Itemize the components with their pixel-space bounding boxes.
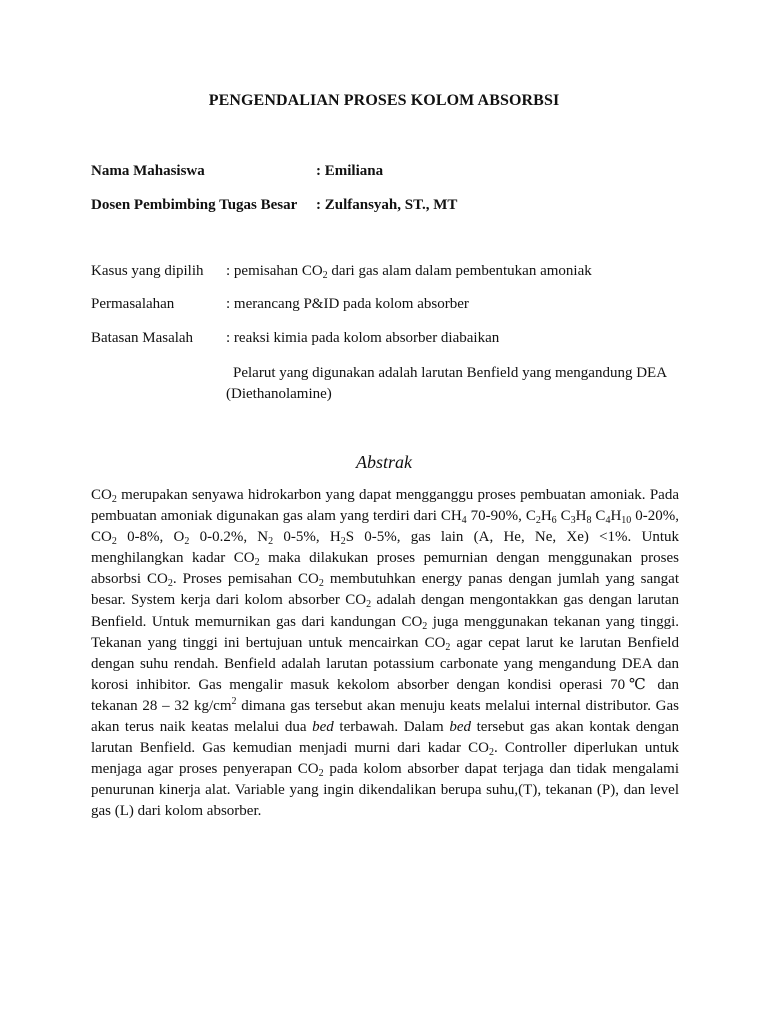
supervisor-value: : Zulfansyah, ST., MT [316, 197, 458, 213]
student-name-value: : Emiliana [316, 163, 384, 179]
abstract-line: $CO_2$ merupakan senyawa hidrokarbon yang dapat mengganggu proses pembuatan amoniak. Pada [91, 487, 679, 505]
case-row [91, 263, 592, 280]
limitation-value: : reaksi kimia pada kolom absorber diabaikan [226, 330, 500, 346]
solvent-note [226, 363, 678, 405]
abstract-line: Benfield. Untuk memurnikan gas dari kandungan $CO_2$ juga menggunakan tekanan yang tinggi. [91, 613, 679, 632]
abstract-line: larutan Benfield. Gas kemudian menjadi murni dari kadar $CO_2$. Controller diperlukan untuk [91, 740, 680, 759]
abstract-line: Tekanan yang tinggi ini bertujuan untuk mencairkan $CO_2$ agar cepat larut ke larutan Benfield [91, 634, 679, 653]
student-name-label: Nama Mahasiswa [91, 163, 205, 179]
supervisor-row [91, 197, 457, 214]
problem-row [91, 296, 469, 313]
limitation-label: Batasan Masalah [91, 330, 194, 346]
abstract-line: menghilangkan kadar $CO_2$ maka dilakukan proses pemurnian dengan menggunakan proses [91, 550, 680, 569]
document-title: PENGENDALIAN PROSES KOLOM ABSORBSI [208, 92, 560, 109]
abstract-line: menjaga agar proses penyerapan $CO_2$ pada kolom absorber dapat terjaga dan tidak mengalami [91, 761, 679, 780]
solvent-note-line-2: (Diethanolamine) [226, 386, 332, 402]
case-label: Kasus yang dipilih [91, 263, 204, 279]
abstract-line: korosi inhibitor. Gas mengalir masuk kekolom absorber dengan kondisi operasi 70℃ dan [91, 676, 679, 693]
student-name-row [91, 163, 383, 180]
abstract-line: akan terus naik keatas melalui dua bed terbawah. Dalam bed tersebut gas akan kontak dengan [91, 719, 680, 736]
abstract-line: besar. System kerja dari kolom absorber $CO_2$ adalah dengan mengontakkan gas dengan larutan [91, 592, 679, 611]
abstract-body [91, 485, 679, 823]
supervisor-label: Dosen Pembimbing Tugas Besar [91, 197, 298, 213]
case-value: : pemisahan $CO_2$ dari gas alam dalam pembentukan amoniak [226, 263, 592, 281]
abstract-line: gas (L) dari kolom absorber. [91, 803, 262, 820]
abstract-line: penurunan kinerja alat. Variable yang ingin dikendalikan berupa suhu,(T), tekanan (P), dan level [91, 782, 679, 799]
problem-label: Permasalahan [91, 296, 175, 312]
abstract-line: absorbsi $CO_2$. Proses pemisahan $CO_2$ membutuhkan energy panas dengan jumlah yang sangat [91, 571, 679, 590]
abstract-line: $CO_2$ 0-8%, $O_2$ 0-0.2%, $N_2$ 0-5%, $H_2S$ 0-5%, gas lain (A, He, Ne, Xe) <1%. Untuk [91, 529, 680, 548]
limitation-row [91, 330, 499, 347]
abstract-line: dengan suhu rendah. Benfield adalah larutan potassium carbonate yang mengandung DEA dan [91, 655, 679, 672]
abstract-line: tekanan 28 – 32 $kg/cm^2$ dimana gas tersebut akan menuju keats melalui internal distributor. Gas [91, 695, 679, 714]
problem-value: : merancang P&ID pada kolom absorber [226, 296, 469, 312]
abstract-heading: Abstrak [356, 452, 412, 472]
abstract-line: pembuatan amoniak digunakan gas alam yang terdiri dari $CH_4$ 70-90%, $C_2H_6$ $C_3H_8$ $C_4H_{10}$ 0-20%, [91, 508, 679, 527]
solvent-note-line-1: Pelarut yang digunakan adalah larutan Benfield yang mengandung DEA [233, 365, 668, 381]
